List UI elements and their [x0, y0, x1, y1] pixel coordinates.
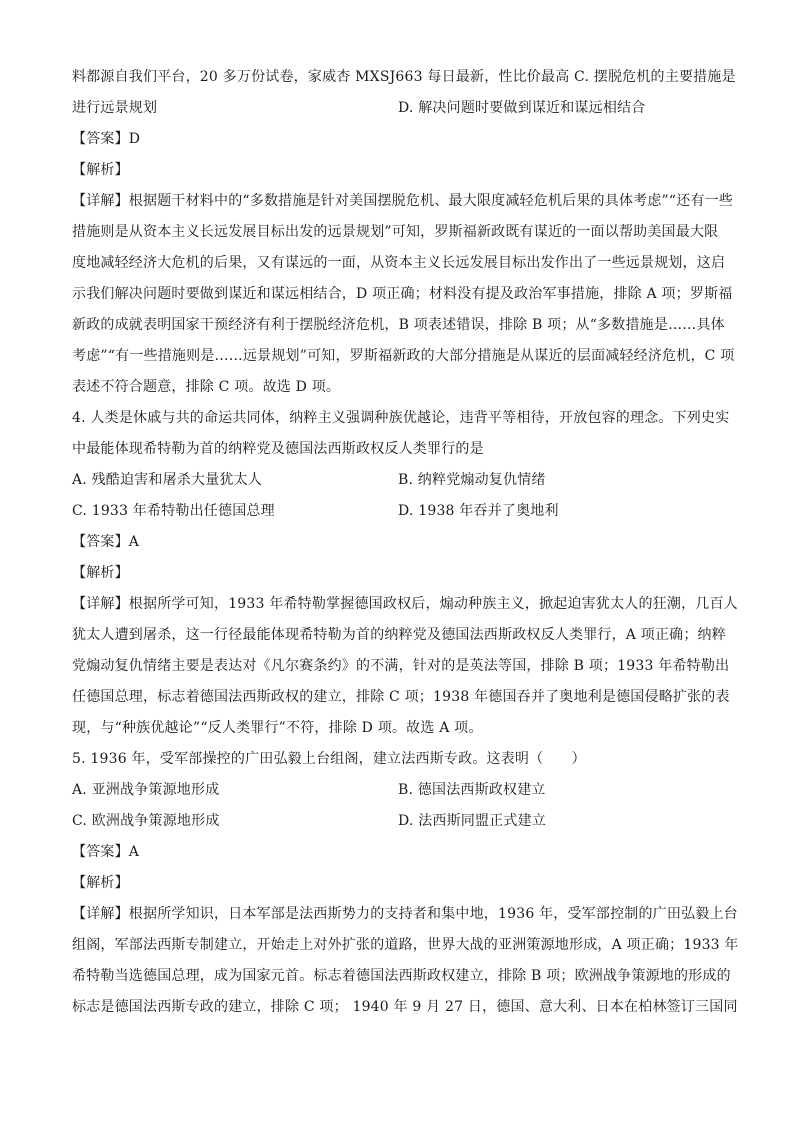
- q4-stem-line: 4. 人类是休戚与共的命运共同体，纳粹主义强调种族优越论，违背平等相待，开放包容的理念。下列史实: [72, 410, 730, 426]
- q5-option-c: C. 欧洲战争策源地形成: [72, 813, 220, 829]
- q3-answer: 【答案】D: [72, 131, 141, 147]
- q3-detail-line: 度地减轻经济大危机的后果，又有谋远的一面，从资本主义长远发展目标出发作出了一些远景规划，这启: [72, 255, 726, 271]
- q4-option-b: B. 纳粹党煽动复仇情绪: [398, 472, 546, 488]
- q3-option-d: D. 解决问题时要做到谋近和谋远相结合: [398, 100, 646, 116]
- q3-detail-line: 示我们解决问题时要做到谋近和谋远相结合，D 项正确；材料没有提及政治军事措施，排除 A 项；罗斯福: [72, 286, 733, 302]
- q4-detail-line: 现，与“种族优越论”“反人类罪行”不符，排除 D 项。故选 A 项。: [72, 720, 483, 736]
- q4-option-row: [72, 496, 726, 527]
- q5-detail-line: 【详解】根据所学知识，日本军部是法西斯势力的支持者和集中地，1936 年，受军部控制的广田弘毅上台: [72, 906, 738, 922]
- q3-detail-line: 表述不符合题意，排除 C 项。故选 D 项。: [72, 379, 341, 395]
- q3-detail-line: 措施则是从资本主义长远发展目标出发的远景规划”可知，罗斯福新政既有谋近的一面以帮助美国最大限: [72, 224, 719, 240]
- q3-option-row: [72, 93, 726, 124]
- q5-option-row: [72, 775, 726, 806]
- q5-option-row: [72, 806, 726, 837]
- q3-detail-line: 考虑”“有一些措施则是……远景规划”可知，罗斯福新政的大部分措施是从谋近的层面减轻经济危机，C 项: [72, 348, 735, 364]
- q4-detail-line: 【详解】根据所学可知，1933 年希特勒掌握德国政权后，煽动种族主义，掀起迫害犹太人的狂潮，几百人: [72, 596, 738, 612]
- q4-stem-line: 中最能体现希特勒为首的纳粹党及德国法西斯政权反人类罪行的是: [72, 441, 484, 457]
- q3-option-c-continuation: 进行远景规划: [72, 100, 158, 116]
- q5-stem: 5. 1936 年，受军部操控的广田弘毅上台组阁，建立法西斯专政。这表明（ ）: [72, 751, 586, 767]
- q3-option-c-line: 料都源自我们平台，20 多万份试卷，家威杏 MXSJ663 每日最新，性比价最高 C. 摆脱危机的主要措施是: [72, 69, 736, 85]
- q5-option-d: D. 法西斯同盟正式建立: [398, 813, 547, 829]
- q5-option-a: A. 亚洲战争策源地形成: [72, 782, 220, 798]
- q4-option-row: [72, 465, 726, 496]
- q4-option-c: C. 1933 年希特勒出任德国总理: [72, 503, 275, 519]
- q4-analysis-label: 【解析】: [72, 565, 129, 581]
- q5-analysis-label: 【解析】: [72, 875, 129, 891]
- q3-detail-line: 【详解】根据题干材料中的“多数措施是针对美国摆脱危机、最大限度减轻危机后果的具体考虑”“还有一些: [72, 193, 734, 209]
- q5-detail-line: 标志是德国法西斯专政的建立，排除 C 项； 1940 年 9 月 27 日，德国、意大利、日本在柏林签订三国同: [72, 999, 738, 1015]
- q5-detail-line: 组阁，军部法西斯专制建立，开始走上对外扩张的道路，世界大战的亚洲策源地形成，A 项正确；1933 年: [72, 937, 739, 953]
- q4-option-a: A. 残酷迫害和屠杀大量犹太人: [72, 472, 263, 488]
- q5-option-b: B. 德国法西斯政权建立: [398, 782, 546, 798]
- q4-option-d: D. 1938 年吞并了奥地利: [398, 503, 559, 519]
- q5-detail-line: 希特勒当选德国总理，成为国家元首。标志着德国法西斯政权建立，排除 B 项；欧洲战争策源地的形成的: [72, 968, 731, 984]
- q5-answer: 【答案】A: [72, 844, 140, 860]
- q4-answer: 【答案】A: [72, 534, 140, 550]
- q3-analysis-label: 【解析】: [72, 162, 129, 178]
- q4-detail-line: 党煽动复仇情绪主要是表达对《凡尔赛条约》的不满，针对的是英法等国，排除 B 项；1933 年希特勒出: [72, 658, 730, 674]
- q3-detail-line: 新政的成就表明国家干预经济有利于摆脱经济危机，B 项表述错误，排除 B 项；从“多数措施是……具体: [72, 317, 725, 333]
- q4-detail-line: 任德国总理，标志着德国法西斯政权的建立，排除 C 项；1938 年德国吞并了奥地利是德国侵略扩张的表: [72, 689, 730, 705]
- document-page: [72, 62, 739, 1023]
- q4-detail-line: 犹太人遭到屠杀，这一行径最能体现希特勒为首的纳粹党及德国法西斯政权反人类罪行，A 项正确；纳粹: [72, 627, 726, 643]
